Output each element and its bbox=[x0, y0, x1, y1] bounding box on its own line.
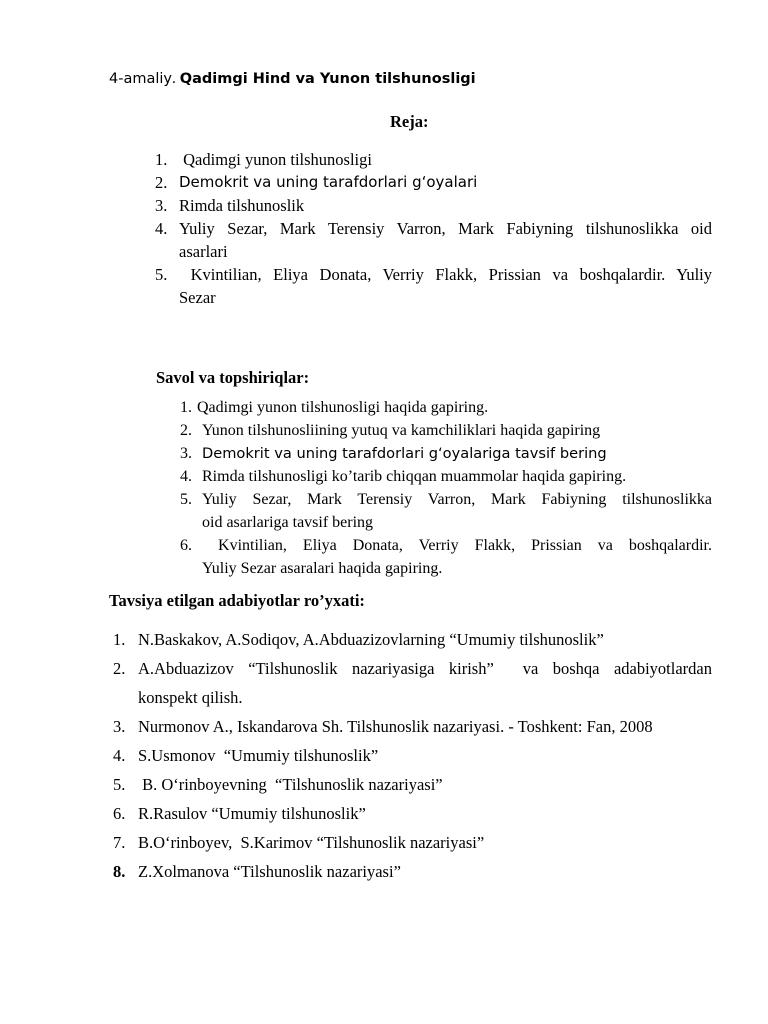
literature-number: 4. bbox=[113, 746, 126, 765]
plan-item bbox=[155, 148, 712, 171]
question-number: 5. bbox=[180, 491, 192, 508]
question-item bbox=[180, 534, 712, 580]
literature-item bbox=[113, 770, 712, 799]
plan-item bbox=[155, 263, 712, 309]
question-item bbox=[180, 442, 712, 465]
question-text-line-2: Yuliy Sezar asaralari haqida gapiring. bbox=[202, 560, 443, 577]
literature-item bbox=[113, 712, 712, 741]
plan-item-text-line-2: asarlari bbox=[179, 242, 228, 261]
literature-text: N.Baskakov, A.Sodiqov, A.Abduazizovlarning “Umumiy tilshunoslik” bbox=[138, 630, 604, 649]
literature-item bbox=[113, 828, 712, 857]
question-item bbox=[180, 396, 712, 419]
literature-item bbox=[113, 741, 712, 770]
question-number: 4. bbox=[180, 468, 192, 485]
question-number: 2. bbox=[180, 422, 192, 439]
question-text-line-2: oid asarlariga tavsif bering bbox=[202, 514, 374, 531]
question-number: 3. bbox=[180, 445, 192, 462]
plan-item bbox=[155, 171, 712, 194]
title-separator: . bbox=[172, 70, 176, 87]
literature-text: B. O‘rinboyevning “Tilshunoslik nazariyasi” bbox=[138, 775, 443, 794]
literature-number: 3. bbox=[113, 717, 126, 736]
literature-number: 6. bbox=[113, 804, 126, 823]
plan-item-number: 5. bbox=[155, 265, 168, 284]
title-label: 4-amaliy bbox=[109, 71, 172, 87]
literature-text: Z.Xolmanova “Tilshunoslik nazariyasi” bbox=[138, 862, 401, 881]
literature-text: S.Usmonov “Umumiy tilshunoslik” bbox=[138, 746, 379, 765]
question-text: Qadimgi yunon tilshunosligi haqida gapiring. bbox=[197, 399, 489, 416]
literature-text: B.O‘rinboyev, S.Karimov “Tilshunoslik nazariyasi” bbox=[138, 833, 485, 852]
plan-item bbox=[155, 217, 712, 263]
question-item bbox=[180, 488, 712, 534]
plan-heading: Reja: bbox=[390, 112, 429, 131]
plan-item-text-line-2: Sezar bbox=[179, 288, 216, 307]
plan-item-text-line-1: Kvintilian, Eliya Donata, Verriy Flakk, Prissian va boshqalardir. Yuliy bbox=[179, 265, 712, 284]
plan-item-number: 2. bbox=[155, 173, 168, 192]
page-title bbox=[109, 70, 476, 88]
literature-item bbox=[113, 654, 712, 712]
question-number: 6. bbox=[180, 537, 192, 554]
literature-item bbox=[113, 799, 712, 828]
title-text: Qadimgi Hind va Yunon tilshunosligi bbox=[179, 71, 476, 87]
plan-item-text: Demokrit va uning tarafdorlari g‘oyalari bbox=[179, 173, 478, 191]
questions-heading: Savol va topshiriqlar: bbox=[156, 368, 310, 387]
plan-item-text-line-1: Yuliy Sezar, Mark Terensiy Varron, Mark Fabiyning tilshunoslikka oid bbox=[179, 219, 712, 238]
literature-text-line-2: konspekt qilish. bbox=[138, 688, 243, 707]
question-text: Demokrit va uning tarafdorlari g‘oyalariga tavsif bering bbox=[202, 445, 607, 462]
plan-item-text: Qadimgi yunon tilshunosligi bbox=[179, 150, 372, 169]
question-item bbox=[180, 465, 712, 488]
literature-item bbox=[113, 857, 712, 886]
literature-text: R.Rasulov “Umumiy tilshunoslik” bbox=[138, 804, 366, 823]
question-number: 1. bbox=[180, 399, 192, 416]
question-item bbox=[180, 419, 712, 442]
plan-item-number: 3. bbox=[155, 196, 168, 215]
literature-number: 2. bbox=[113, 659, 126, 678]
question-text-line-1: Yuliy Sezar, Mark Terensiy Varron, Mark Fabiyning tilshunoslikka bbox=[202, 491, 712, 508]
plan-item-text: Rimda tilshunoslik bbox=[179, 196, 305, 215]
literature-number: 8. bbox=[113, 862, 126, 881]
literature-item bbox=[113, 625, 712, 654]
literature-text: Nurmonov A., Iskandarova Sh. Tilshunoslik nazariyasi. - Toshkent: Fan, 2008 bbox=[138, 717, 653, 736]
question-text: Yunon tilshunosliining yutuq va kamchiliklari haqida gapiring bbox=[202, 422, 601, 439]
question-text-line-1: Kvintilian, Eliya Donata, Verriy Flakk, Prissian va boshqalardir. bbox=[202, 537, 712, 554]
literature-number: 7. bbox=[113, 833, 126, 852]
plan-item bbox=[155, 194, 712, 217]
plan-item-number: 1. bbox=[155, 150, 168, 169]
literature-text-line-1: A.Abduazizov “Tilshunoslik nazariyasiga kirish” va boshqa adabiyotlardan bbox=[138, 659, 712, 678]
plan-item-number: 4. bbox=[155, 219, 168, 238]
literature-number: 5. bbox=[113, 775, 126, 794]
question-text: Rimda tilshunosligi ko’tarib chiqqan muammolar haqida gapiring. bbox=[202, 468, 627, 485]
literature-heading: Tavsiya etilgan adabiyotlar ro’yxati: bbox=[109, 591, 365, 610]
literature-number: 1. bbox=[113, 630, 126, 649]
